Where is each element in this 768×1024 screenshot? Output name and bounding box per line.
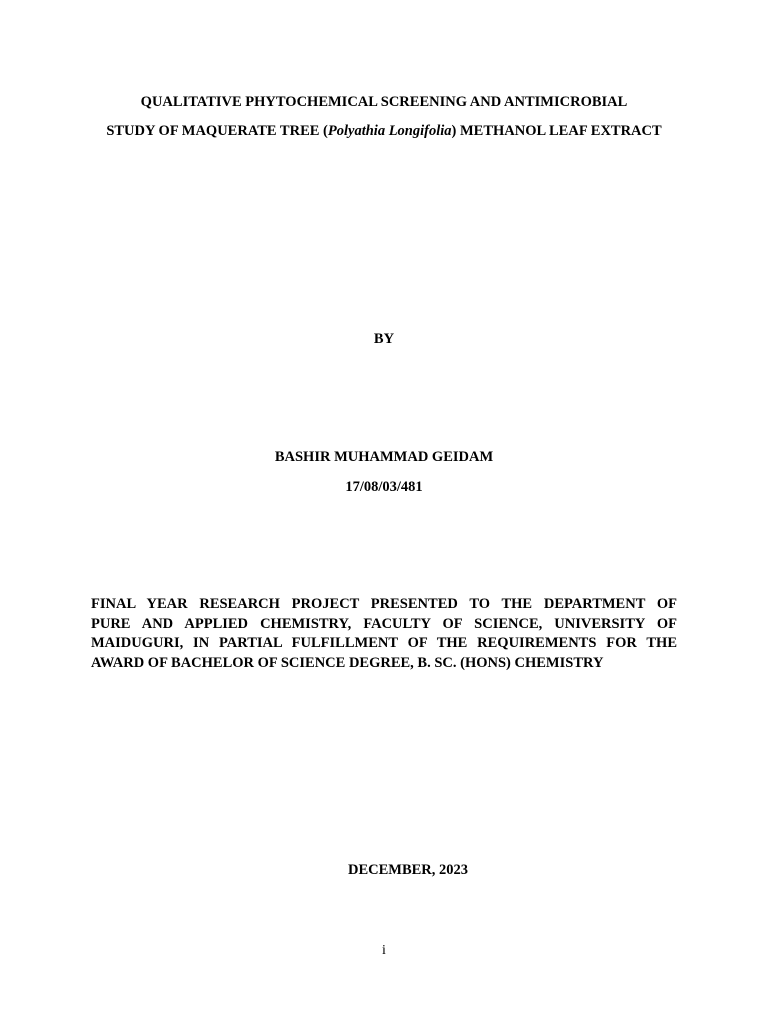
submission-statement-line: FINAL YEAR RESEARCH PROJECT PRESENTED TO THE DEPARTMENT OF (91, 596, 677, 612)
submission-statement (91, 595, 677, 673)
title-line-2-prefix: STUDY OF MAQUERATE TREE ( (106, 123, 328, 139)
author-name: BASHIR MUHAMMAD GEIDAM (274, 449, 494, 465)
title-line-1: QUALITATIVE PHYTOCHEMICAL SCREENING AND ANTIMICROBIAL (140, 94, 628, 110)
submission-statement-line: PURE AND APPLIED CHEMISTRY, FACULTY OF SCIENCE, UNIVERSITY OF (91, 615, 677, 632)
title-line-2-suffix: ) METHANOL LEAF EXTRACT (451, 123, 662, 139)
submission-date: DECEMBER, 2023 (347, 862, 469, 878)
title-line-2 (0, 122, 768, 141)
registration-number: 17/08/03/481 (345, 479, 423, 495)
submission-statement-line: MAIDUGURI, IN PARTIAL FULFILLMENT OF THE REQUIREMENTS FOR THE (91, 635, 677, 651)
species-name: Polyathia Longifolia (327, 123, 452, 139)
by-label: BY (373, 331, 395, 347)
submission-statement-line: AWARD OF BACHELOR OF SCIENCE DEGREE, B. SC. (HONS) CHEMISTRY (91, 654, 604, 671)
page-number: i (382, 943, 386, 958)
